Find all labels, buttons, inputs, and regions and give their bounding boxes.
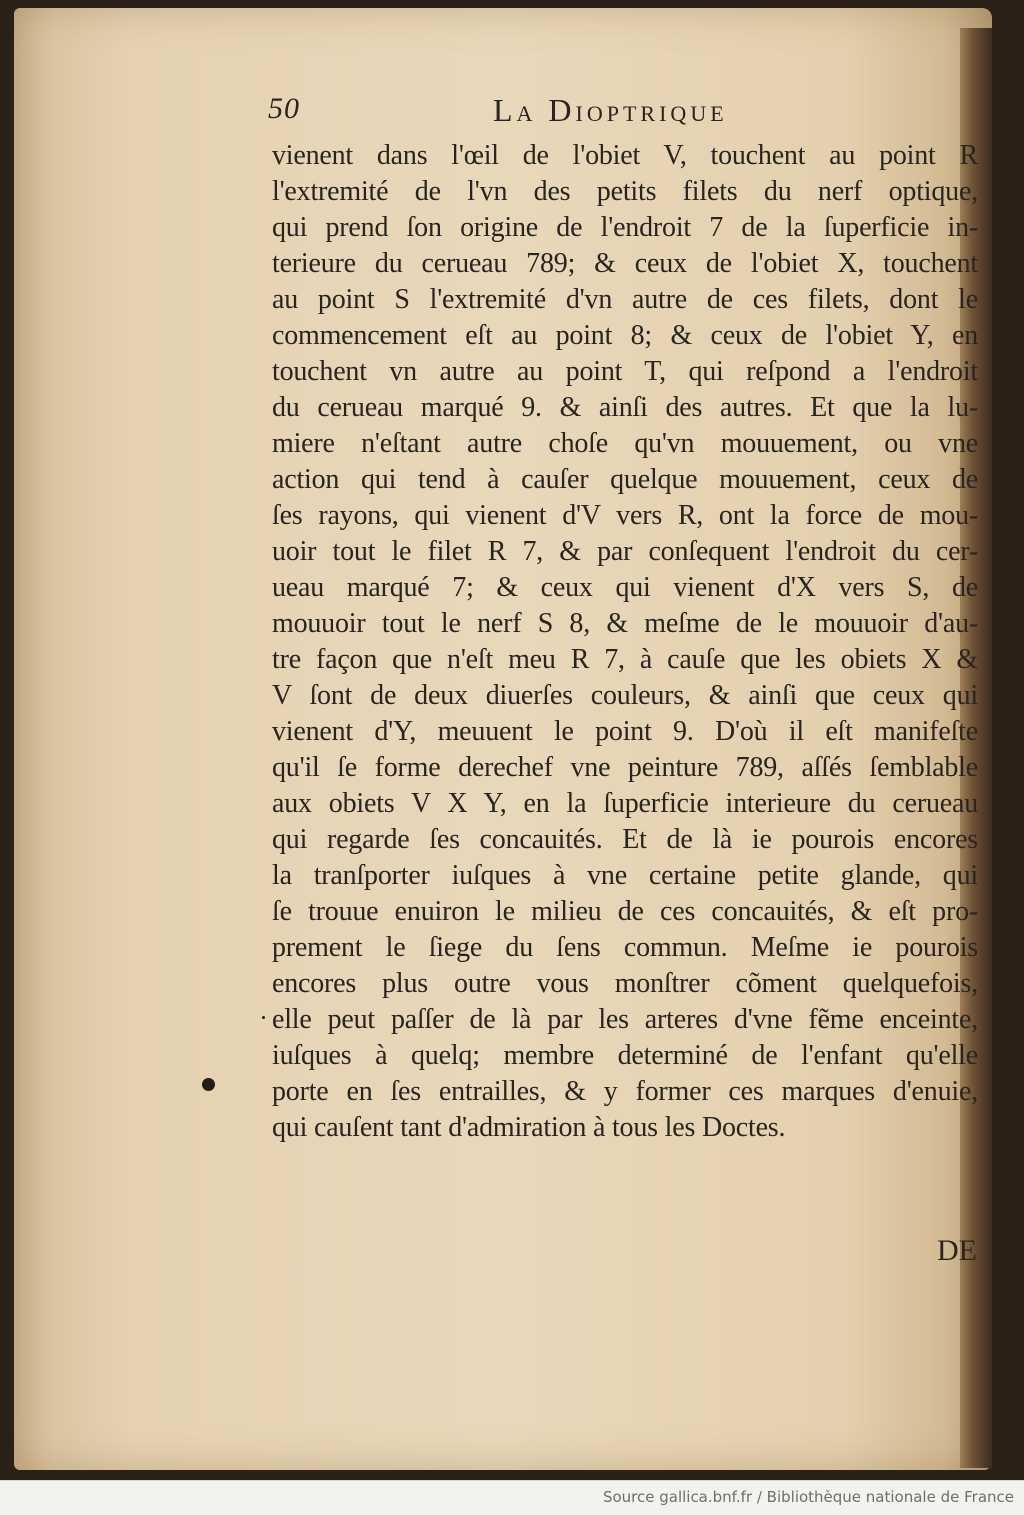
text-line: du cerueau marqué 9. & ainſi des autres. Et que la lu-	[272, 392, 978, 423]
text-line: tre façon que n'eſt meu R 7, à cauſe que les obiets X &	[272, 644, 978, 675]
source-credit: Source gallica.bnf.fr / Bibliothèque nationale de France	[602, 1488, 1014, 1506]
text-line: qui cauſent tant d'admiration à tous les Doctes.	[272, 1112, 786, 1143]
text-line: vienent d'Y, meuuent le point 9. D'où il eſt manifeſte	[272, 716, 978, 747]
text-line: terieure du cerueau 789; & ceux de l'obiet X, touchent	[272, 248, 978, 279]
text-line: uoir tout le filet R 7, & par conſequent l'endroit du cer-	[272, 536, 978, 567]
body-text	[272, 138, 978, 1146]
ink-blot	[202, 1078, 215, 1091]
text-line: au point S l'extremité d'vn autre de ces filets, dont le	[272, 284, 978, 315]
text-line: elle peut paſſer de là par les arteres d'vne fẽme enceinte,	[272, 1004, 978, 1035]
text-line: qui prend ſon origine de l'endroit 7 de la ſuperficie in-	[272, 212, 978, 243]
text-line: action qui tend à cauſer quelque mouuement, ceux de	[272, 464, 978, 495]
source-footer	[0, 1480, 1024, 1515]
text-line: iuſques à quelq; membre determiné de l'enfant qu'elle	[272, 1040, 978, 1071]
text-line: vienent dans l'œil de l'obiet V, touchent au point R	[272, 140, 978, 171]
text-line: ueau marqué 7; & ceux qui vienent d'X vers S, de	[272, 572, 978, 603]
text-line: miere n'eſtant autre choſe qu'vn mouuement, ou vne	[272, 428, 978, 459]
text-line: commencement eſt au point 8; & ceux de l'obiet Y, en	[272, 320, 978, 351]
page-header	[268, 92, 964, 132]
ink-speck	[262, 1016, 265, 1019]
text-line: aux obiets V X Y, en la ſuperficie interieure du cerueau	[272, 788, 978, 819]
text-line: ſes rayons, qui vienent d'V vers R, ont la force de mou-	[272, 500, 978, 531]
text-line: l'extremité de l'vn des petits filets du nerf optique,	[272, 176, 978, 207]
running-title: La Dioptrique	[493, 92, 728, 128]
text-line: qui regarde ſes concauités. Et de là ie pourois encores	[272, 824, 978, 855]
text-line: qu'il ſe forme derechef vne peinture 789, aſſés ſemblable	[272, 752, 978, 783]
page-number: 50	[268, 92, 300, 125]
text-line: mouuoir tout le nerf S 8, & meſme de le mouuoir d'au-	[272, 608, 978, 639]
text-line: V ſont de deux diuerſes couleurs, & ainſi que ceux qui	[272, 680, 978, 711]
text-line: ſe trouue enuiron le milieu de ces concauités, & eſt pro-	[272, 896, 978, 927]
text-line: la tranſporter iuſques à vne certaine petite glande, qui	[272, 860, 978, 891]
catchword: DE	[937, 1234, 977, 1267]
text-line: touchent vn autre au point T, qui reſpond a l'endroit	[272, 356, 978, 387]
text-line: porte en ſes entrailles, & y former ces marques d'enuie,	[272, 1076, 978, 1107]
text-line: encores plus outre vous monſtrer cõment quelquefois,	[272, 968, 978, 999]
text-line: prement le ſiege du ſens commun. Meſme ie pourois	[272, 932, 978, 963]
